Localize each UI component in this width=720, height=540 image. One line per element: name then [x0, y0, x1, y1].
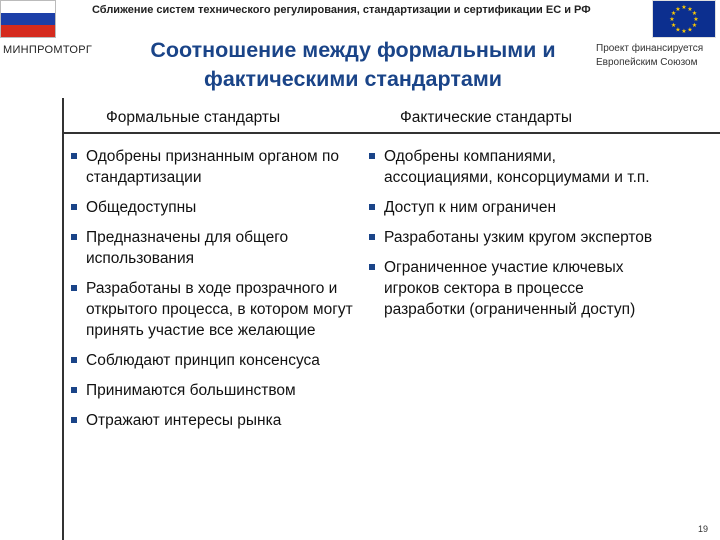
list-item [368, 146, 668, 188]
flag-stripe-red [1, 25, 55, 37]
list-item-text: Соблюдают принцип консенсуса [86, 352, 320, 369]
square-bullet-icon [71, 387, 77, 393]
slide-title-line-1: Соотношение между формальными и [150, 38, 556, 62]
square-bullet-icon [71, 234, 77, 240]
square-bullet-icon [71, 285, 77, 291]
slide-title [108, 36, 598, 94]
ministry-label: МИНПРОМТОРГ [3, 44, 93, 56]
eu-star-icon: ★ [669, 17, 675, 24]
eu-star-icon: ★ [675, 6, 681, 13]
eu-stars-ring [653, 1, 715, 37]
list-item [70, 278, 370, 341]
header-divider [63, 132, 720, 134]
project-title: Сближение систем технического регулирования, стандартизации и сертификации ЕС и РФ [92, 4, 591, 16]
eu-star-icon: ★ [670, 11, 677, 18]
eu-star-icon: ★ [687, 27, 693, 34]
square-bullet-icon [369, 234, 375, 240]
list-item [368, 257, 668, 320]
eu-star-icon: ★ [681, 5, 687, 12]
russia-flag-icon [0, 0, 56, 38]
list-item [70, 410, 370, 431]
formal-standards-header: Формальные стандарты [106, 109, 281, 126]
list-item-text: Доступ к ним ограничен [384, 199, 557, 216]
funding-note-line-2: Европейским Союзом [596, 57, 698, 68]
list-item-text: Одобрены компаниями, ассоциациями, консорциумами и т.п. [384, 148, 650, 186]
de-facto-standards-list [368, 146, 668, 320]
list-item [70, 227, 370, 269]
slide-title-line-2: фактическими стандартами [204, 67, 502, 91]
square-bullet-icon [369, 264, 375, 270]
list-item-text: Разработаны узким кругом экспертов [384, 229, 653, 246]
square-bullet-icon [369, 153, 375, 159]
list-item-text: Ограниченное участие ключевых игроков сектора в процессе разработки (ограниченный доступ) [384, 259, 636, 318]
eu-star-icon: ★ [693, 17, 699, 24]
square-bullet-icon [71, 204, 77, 210]
eu-star-icon: ★ [691, 11, 698, 18]
list-item [70, 197, 370, 218]
square-bullet-icon [71, 357, 77, 363]
funding-note-line-1: Проект финансируется [596, 43, 704, 54]
list-item-text: Предназначены для общего использования [86, 229, 289, 267]
square-bullet-icon [369, 204, 375, 210]
formal-standards-list [70, 146, 370, 431]
eu-flag-icon [652, 0, 716, 38]
list-item-text: Принимаются большинством [86, 382, 296, 399]
eu-star-icon: ★ [681, 29, 687, 36]
eu-star-icon: ★ [687, 6, 693, 13]
list-item [70, 146, 370, 188]
list-item [368, 197, 668, 218]
list-item [70, 380, 370, 401]
eu-star-icon: ★ [691, 23, 698, 30]
funding-note [596, 42, 716, 70]
list-item-text: Общедоступны [86, 199, 197, 216]
de-facto-standards-header: Фактические стандарты [400, 109, 572, 126]
square-bullet-icon [71, 153, 77, 159]
list-item-text: Разработаны в ходе прозрачного и открытого процесса, в котором могут принять участие все желающие [86, 280, 353, 339]
column-divider [62, 98, 64, 540]
eu-star-icon: ★ [670, 23, 677, 30]
list-item [70, 350, 370, 371]
eu-star-icon: ★ [675, 27, 681, 34]
flag-stripe-white [1, 1, 55, 13]
list-item-text: Одобрены признанным органом по стандартизации [86, 148, 340, 186]
list-item-text: Отражают интересы рынка [86, 412, 282, 429]
list-item [368, 227, 668, 248]
page-number: 19 [697, 524, 708, 534]
square-bullet-icon [71, 417, 77, 423]
flag-stripe-blue [1, 13, 55, 25]
